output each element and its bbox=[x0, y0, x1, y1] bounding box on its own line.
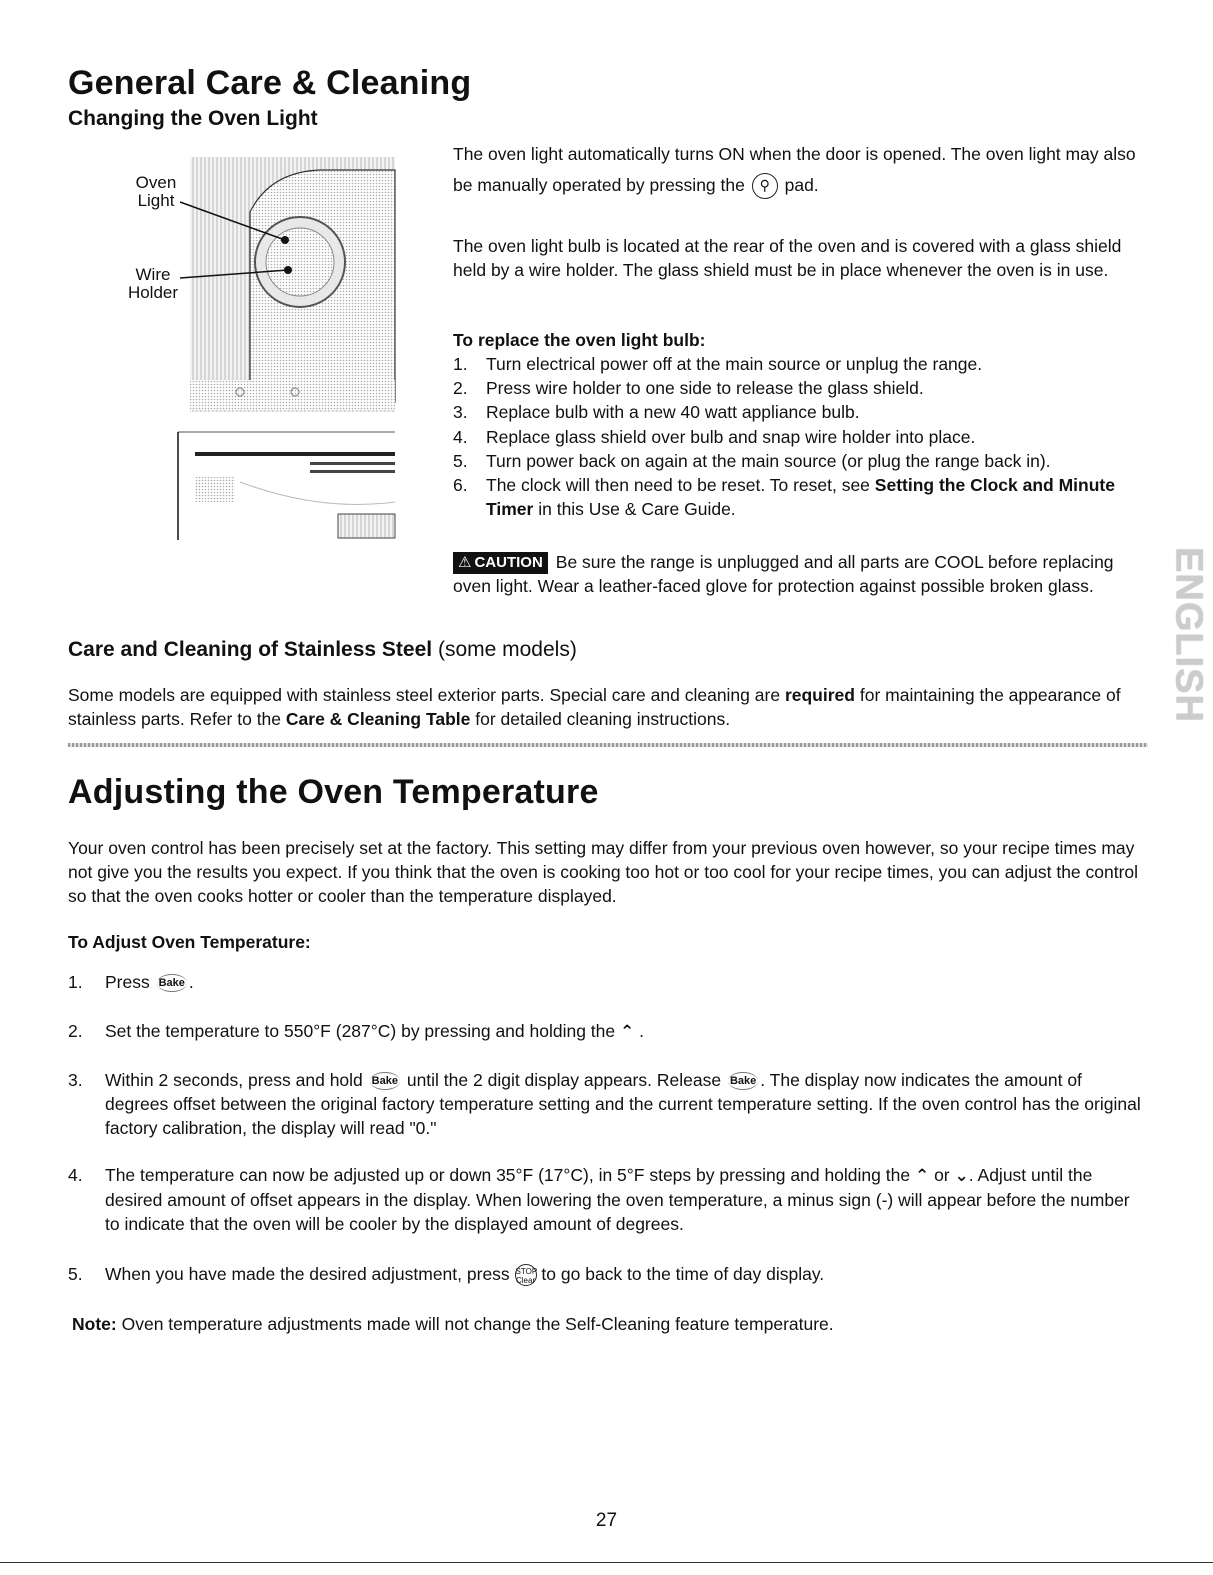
up-arrow-icon: ⌃ bbox=[914, 1166, 930, 1185]
wire-holder-label: Wire Holder bbox=[127, 265, 179, 302]
caution-badge: ⚠ CAUTION bbox=[453, 552, 548, 574]
stainless-paragraph: Some models are equipped with stainless steel exterior parts. Special care and cleaning are required for maintaining the appearance of stainless parts. Refer to the Care & Cleaning Table for detailed cleaning instructions. bbox=[68, 685, 1121, 729]
language-side-tab: ENGLISH bbox=[1167, 547, 1210, 723]
down-arrow-icon: ⌄ bbox=[954, 1166, 969, 1185]
light-bulb-icon: ⚲ bbox=[752, 173, 778, 199]
intro-paragraph: The oven light automatically turns ON when the door is opened. The oven light may also be manually operated by pressing the ⚲ pad. bbox=[453, 139, 1148, 201]
page-title: General Care & Cleaning bbox=[68, 64, 472, 102]
adjust-step-5: 5. When you have made the desired adjustment, press STOP Clear to go back to the time of day display. bbox=[68, 1264, 825, 1286]
bake-key-icon: Bake bbox=[370, 1072, 400, 1090]
list-item: 3. Replace bulb with a new 40 watt appliance bulb. bbox=[453, 402, 860, 423]
oven-light-label: Oven Light bbox=[135, 173, 177, 210]
list-item: 5. Turn power back on again at the main source (or plug the range back in). bbox=[453, 450, 1051, 471]
bake-key-icon: Bake bbox=[728, 1072, 758, 1090]
oven-illustration bbox=[120, 152, 405, 542]
adjust-step-3: 3. Within 2 seconds, press and hold Bake until the 2 digit display appears. Release Bake . The display now indicates the amount of degrees offset between the original factory temperature setting and the current temperature setting. If the oven control has the original factory calibration, the display will read "0." bbox=[68, 1070, 1141, 1138]
up-arrow-icon: ⌃ bbox=[620, 1022, 635, 1041]
adjust-step-4: 4. The temperature can now be adjusted up or down 35°F (17°C), in 5°F steps by pressing and holding the ⌃ or ⌄. Adjust until the desired amount of offset appears in the display. When lowering the oven temperature, a minus sign (-) will appear before the number to indicate that the oven will be cooler by the displayed amount of degrees. bbox=[68, 1165, 1130, 1234]
page-number: 27 bbox=[595, 1510, 618, 1531]
note-paragraph: Note: Oven temperature adjustments made will not change the Self-Cleaning feature temperature. bbox=[72, 1314, 834, 1334]
section-subtitle: Changing the Oven Light bbox=[68, 107, 318, 130]
bake-key-icon: Bake bbox=[157, 974, 187, 992]
list-item: 2. Press wire holder to one side to release the glass shield. bbox=[453, 378, 924, 399]
caution-paragraph: ⚠ CAUTION Be sure the range is unplugged and all parts are COOL before replacing oven light. Wear a leather-faced glove for protection against possible broken glass. bbox=[453, 552, 1114, 596]
location-paragraph: The oven light bulb is located at the rear of the oven and is covered with a glass shield held by a wire holder. The glass shield must be in place whenever the oven is in use. bbox=[453, 236, 1122, 280]
stainless-heading: Care and Cleaning of Stainless Steel (some models) bbox=[68, 638, 577, 661]
list-item: 1. Turn electrical power off at the main source or unplug the range. bbox=[453, 354, 983, 374]
page-edge-line bbox=[0, 1562, 1213, 1563]
adjust-step-2: 2. Set the temperature to 550°F (287°C) by pressing and holding the ⌃ . bbox=[68, 1019, 1148, 1044]
adjust-step-1: 1. Press Bake . bbox=[68, 972, 194, 992]
list-item: 6. The clock will then need to be reset. To reset, see Setting the Clock and Minute Timer in this Use & Care Guide. bbox=[453, 475, 1115, 520]
replace-heading: To replace the oven light bulb: bbox=[453, 330, 706, 350]
temperature-intro: Your oven control has been precisely set at the factory. This setting may differ from your previous oven however, so your recipe times may not give you the results you expect. If you think that the oven is cooking too hot or too cool for your recipe times, you can adjust the control so that the oven cooks hotter or cooler than the temperature displayed. bbox=[68, 838, 1139, 906]
adjust-heading: To Adjust Oven Temperature: bbox=[68, 932, 311, 952]
stop-clear-key-icon: STOP Clear bbox=[515, 1264, 537, 1286]
section-title: Adjusting the Oven Temperature bbox=[68, 773, 599, 811]
warning-icon: ⚠ bbox=[458, 554, 472, 571]
list-item: 4. Replace glass shield over bulb and snap wire holder into place. bbox=[453, 426, 976, 447]
oven-light-diagram bbox=[120, 152, 405, 542]
replace-steps-list bbox=[453, 352, 1148, 521]
section-divider bbox=[68, 743, 1148, 747]
